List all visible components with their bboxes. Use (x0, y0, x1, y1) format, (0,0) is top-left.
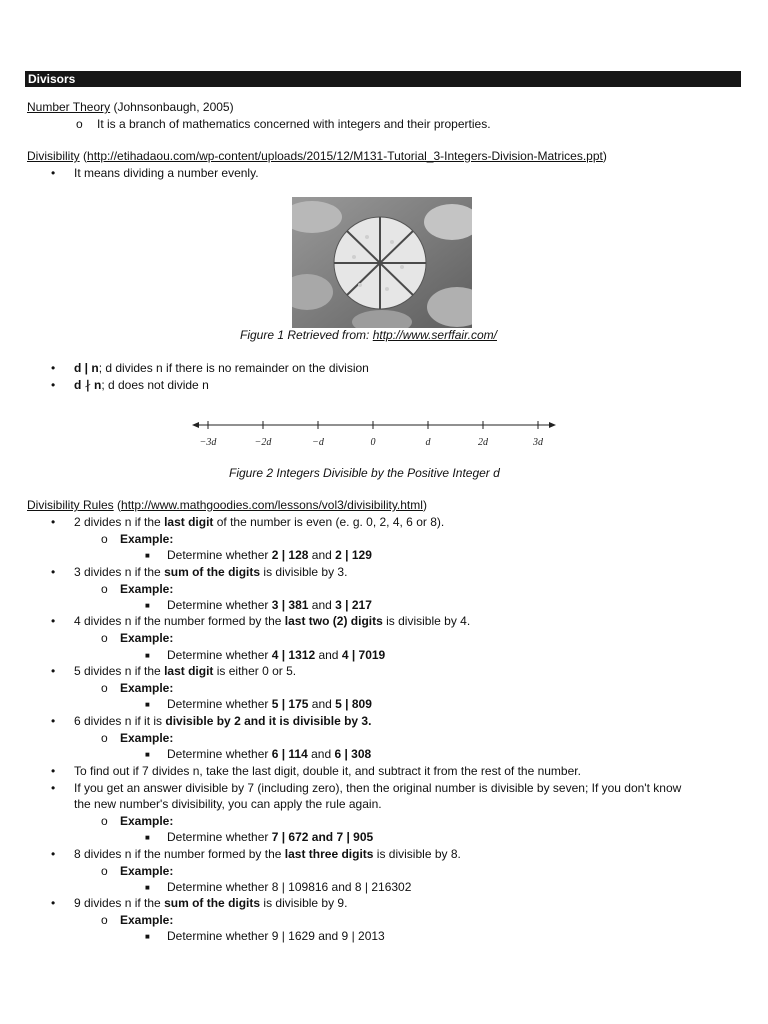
arrow-left-icon (192, 422, 199, 428)
paren-open: ( (113, 498, 122, 512)
notation-not-divides (74, 378, 209, 393)
divides-text: ; d divides n if there is no remainder on the division (98, 361, 369, 375)
bullet-icon: • (51, 515, 56, 529)
hollow-bullet-icon: o (76, 117, 83, 131)
rule-2 (74, 515, 444, 530)
rules-line (27, 498, 427, 513)
bullet-icon: • (51, 614, 56, 628)
example-label: Example: (120, 731, 174, 745)
example-label: Example: (120, 864, 174, 878)
rule-2-post: of the number is even (e. g. 0, 2, 4, 6 or 8). (213, 515, 445, 529)
divides-symbol: d | n (74, 361, 99, 375)
determine-text: Determine whether (167, 697, 272, 711)
rule-8-pre: 8 divides n if the number formed by the (74, 847, 285, 861)
pizza-hands-image (292, 197, 472, 328)
rule-5 (74, 664, 296, 679)
paren-close: ) (422, 498, 427, 512)
rule-4-pre: 4 divides n if the number formed by the (74, 614, 285, 628)
rules-source-link[interactable]: http://www.mathgoodies.com/lessons/vol3/divisibility.html (121, 498, 423, 512)
rule-5-case-b: 5 | 809 (335, 697, 372, 711)
rule-6-pre: 6 divides n if it is (74, 714, 166, 728)
rule-9-bold: sum of the digits (164, 896, 261, 910)
bullet-icon: • (51, 847, 56, 861)
number-line-tick-label: d (425, 437, 431, 448)
not-divides-symbol: d ∤ n (74, 378, 102, 392)
example-label: Example: (120, 681, 174, 695)
and-text: and (308, 548, 336, 562)
square-bullet-icon: ■ (145, 601, 150, 610)
number-line-tick-label: 2d (478, 437, 488, 448)
number-line-diagram (190, 413, 560, 453)
rule-2-pre: 2 divides n if the (74, 515, 165, 529)
rule-6-case-a: 6 | 114 (271, 747, 308, 761)
rule-9-example: Determine whether 9 | 1629 and 9 | 2013 (167, 929, 385, 943)
bullet-icon: • (51, 664, 56, 678)
rule-4-bold: last two (2) digits (284, 614, 383, 628)
rule-8 (74, 847, 461, 862)
rule-4-case-a: 4 | 1312 (271, 648, 316, 662)
bullet-icon: • (51, 896, 56, 910)
rule-5-case-a: 5 | 175 (271, 697, 309, 711)
rule-7-note-line-2: the new number's divisibility, you can apply the rule again. (74, 797, 382, 811)
number-line-tick-label: 3d (533, 437, 543, 448)
number-theory-term: Number Theory (27, 100, 111, 114)
determine-text: Determine whether (167, 648, 272, 662)
hollow-bullet-icon: o (101, 631, 108, 645)
rule-3-post: is divisible by 3. (260, 565, 348, 579)
not-divides-text: ; d does not divide n (101, 378, 209, 392)
rule-6 (74, 714, 371, 729)
section-heading: Divisors (25, 71, 741, 87)
determine-text: Determine whether (167, 598, 272, 612)
and-text: and (307, 747, 335, 761)
rules-term: Divisibility Rules (27, 498, 114, 512)
bullet-icon: • (51, 764, 56, 778)
square-bullet-icon: ■ (145, 700, 150, 709)
number-line-tick-label: −3d (199, 437, 217, 448)
rule-6-case-b: 6 | 308 (334, 747, 372, 761)
example-label: Example: (120, 532, 174, 546)
and-text: and (308, 697, 336, 711)
paren-open: ( (79, 149, 88, 163)
rule-5-pre: 5 divides n if the (74, 664, 165, 678)
determine-text: Determine whether (167, 747, 272, 761)
bullet-icon: • (51, 565, 56, 579)
square-bullet-icon: ■ (145, 932, 150, 941)
square-bullet-icon: ■ (145, 750, 150, 759)
rule-2-case-a: 2 | 128 (271, 548, 309, 562)
number-line-tick-label: −d (312, 437, 324, 448)
divisibility-source-link[interactable]: http://etihadaou.com/wp-content/uploads/2015/12/M131-Tutorial_3-Integers-Division-Matrices.ppt (87, 149, 603, 163)
rule-5-bold: last digit (164, 664, 214, 678)
hollow-bullet-icon: o (101, 681, 108, 695)
square-bullet-icon: ■ (145, 551, 150, 560)
bullet-icon: • (51, 378, 56, 392)
bullet-icon: • (51, 166, 56, 180)
figure-1-caption (240, 328, 497, 343)
rule-5-example (167, 697, 372, 712)
example-label: Example: (120, 913, 174, 927)
number-theory-point: It is a branch of mathematics concerned with integers and their properties. (97, 117, 491, 131)
rule-7-note-line-1: If you get an answer divisible by 7 (including zero), then the original number is divisible by seven; If you don't know (74, 781, 682, 795)
square-bullet-icon: ■ (145, 833, 150, 842)
rule-3-case-b: 3 | 217 (335, 598, 372, 612)
rule-3-bold: sum of the digits (164, 565, 261, 579)
pizza-illustration (292, 197, 472, 328)
rule-3-pre: 3 divides n if the (74, 565, 165, 579)
arrow-right-icon (549, 422, 556, 428)
notation-divides (74, 361, 369, 376)
number-theory-line (27, 100, 234, 115)
rule-3 (74, 565, 347, 580)
bullet-icon: • (51, 714, 56, 728)
number-theory-citation: (Johnsonbaugh, 2005) (110, 100, 234, 114)
rule-7-method: To find out if 7 divides n, take the last digit, double it, and subtract it from the rest of the number. (74, 764, 581, 778)
and-text: and (308, 598, 336, 612)
rule-2-case-b: 2 | 129 (335, 548, 372, 562)
rule-9 (74, 896, 347, 911)
determine-text: Determine whether (167, 830, 272, 844)
figure-1-link[interactable]: http://www.serffair.com/ (372, 328, 497, 342)
rule-9-post: is divisible by 9. (260, 896, 348, 910)
rule-3-example (167, 598, 372, 613)
square-bullet-icon: ■ (145, 883, 150, 892)
figure-1-caption-text: Figure 1 Retrieved from: (240, 328, 373, 342)
square-bullet-icon: ■ (145, 651, 150, 660)
hollow-bullet-icon: o (101, 532, 108, 546)
bullet-icon: • (51, 361, 56, 375)
hollow-bullet-icon: o (101, 731, 108, 745)
rule-8-example: Determine whether 8 | 109816 and 8 | 216302 (167, 880, 412, 894)
paren-close: ) (602, 149, 607, 163)
determine-text: Determine whether (167, 548, 272, 562)
example-label: Example: (120, 631, 174, 645)
rule-8-bold: last three digits (284, 847, 374, 861)
divisibility-term: Divisibility (27, 149, 80, 163)
bullet-icon: • (51, 781, 56, 795)
rule-5-post: is either 0 or 5. (213, 664, 297, 678)
rule-4-example (167, 648, 385, 663)
divisibility-point: It means dividing a number evenly. (74, 166, 259, 180)
rule-7-example (167, 830, 373, 845)
hollow-bullet-icon: o (101, 582, 108, 596)
rule-8-post: is divisible by 8. (373, 847, 461, 861)
rule-6-bold: divisible by 2 and it is divisible by 3. (165, 714, 372, 728)
rule-3-case-a: 3 | 381 (271, 598, 309, 612)
rule-2-bold: last digit (164, 515, 214, 529)
hollow-bullet-icon: o (101, 913, 108, 927)
rule-4-case-b: 4 | 7019 (341, 648, 386, 662)
number-line-tick-label: 0 (370, 437, 376, 448)
figure-2-caption: Figure 2 Integers Divisible by the Positive Integer d (229, 466, 500, 480)
example-label: Example: (120, 814, 174, 828)
example-label: Example: (120, 582, 174, 596)
rule-7-cases: 7 | 672 and 7 | 905 (271, 830, 374, 844)
rule-6-example (167, 747, 371, 762)
hollow-bullet-icon: o (101, 864, 108, 878)
rule-4 (74, 614, 470, 629)
rule-4-post: is divisible by 4. (382, 614, 471, 628)
divisibility-line (27, 149, 607, 164)
rule-2-example (167, 548, 372, 563)
hollow-bullet-icon: o (101, 814, 108, 828)
number-line-tick-label: −2d (254, 437, 272, 448)
and-text: and (315, 648, 342, 662)
rule-9-pre: 9 divides n if the (74, 896, 165, 910)
